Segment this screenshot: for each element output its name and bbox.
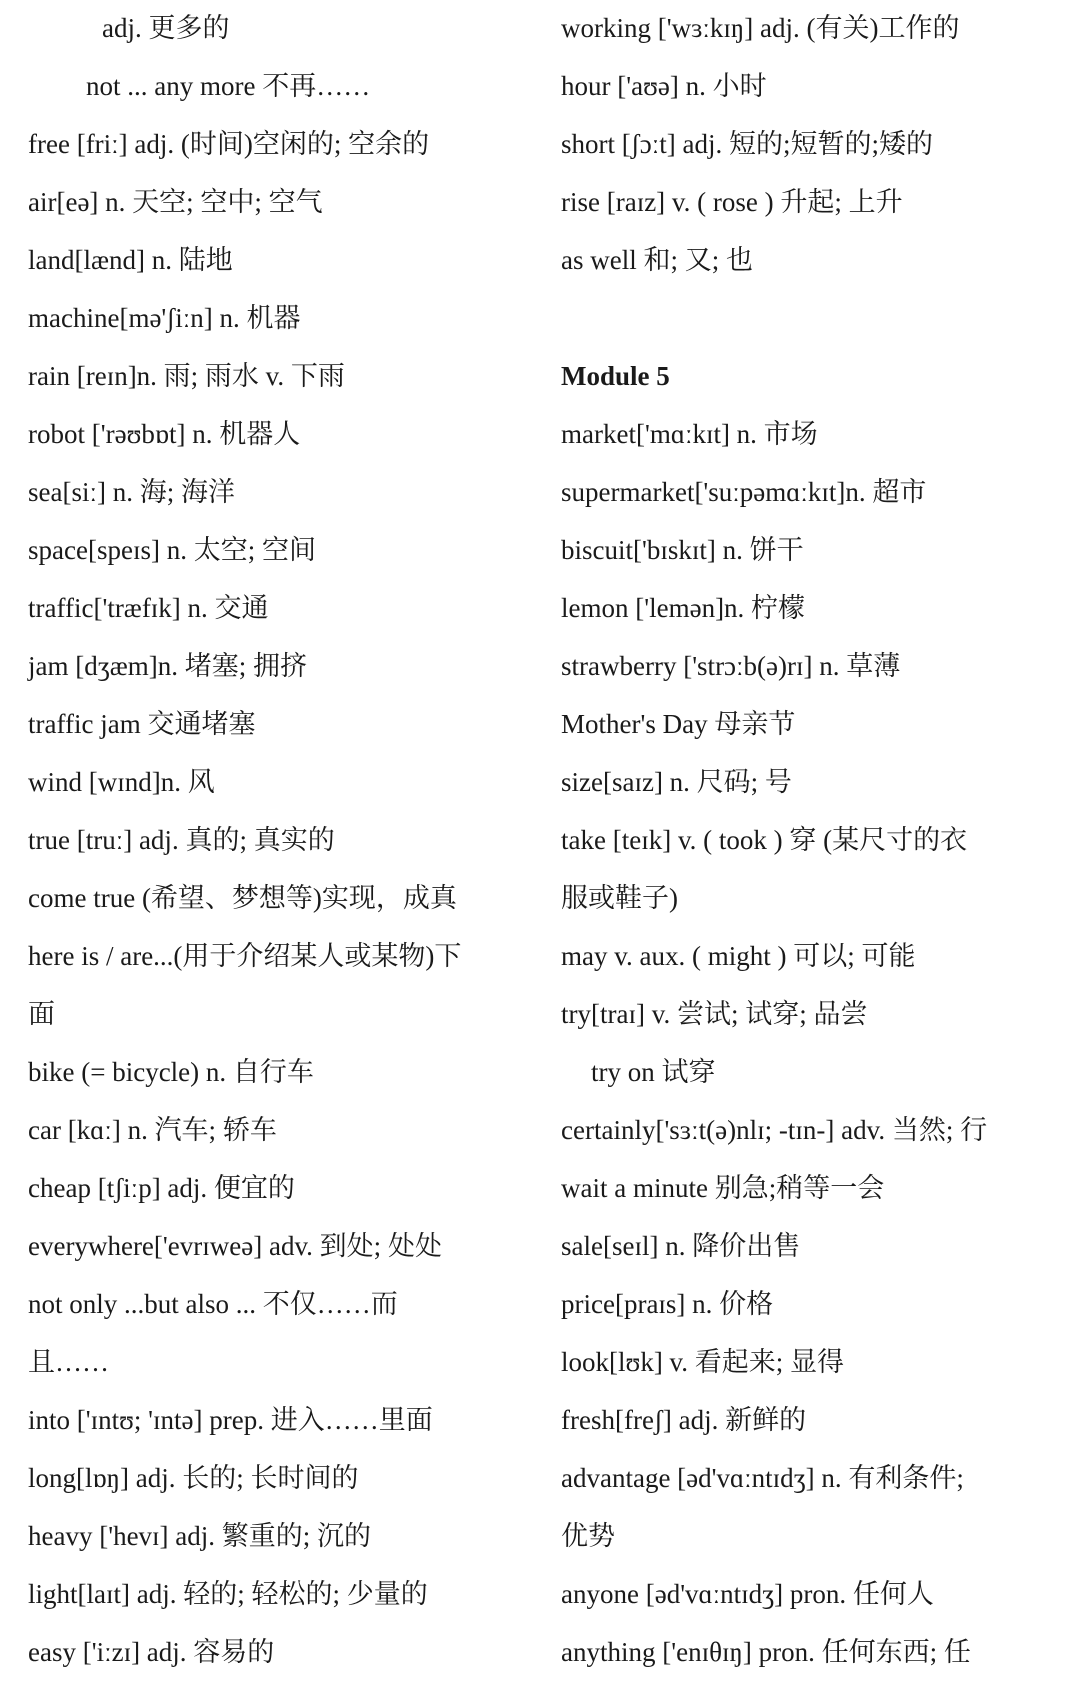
right-column <box>561 6 1071 1688</box>
left-column <box>28 6 538 1688</box>
left-vocab-line: traffic jam 交通堵塞 <box>28 709 256 739</box>
right-vocab-line: look[lʊk] v. 看起来; 显得 <box>561 1347 845 1377</box>
left-vocab-line: heavy ['hevɪ] adj. 繁重的; 沉的 <box>28 1521 372 1551</box>
left-vocab-line: robot ['rəʊbɒt] n. 机器人 <box>28 419 301 449</box>
right-vocab-line: lemon ['lemən]n. 柠檬 <box>561 593 806 623</box>
right-vocab-line: 优势 <box>561 1521 615 1551</box>
left-vocab-line: 面 <box>28 999 55 1029</box>
left-vocab-line: true [truː] adj. 真的; 真实的 <box>28 825 335 855</box>
left-vocab-line: traffic['træfɪk] n. 交通 <box>28 593 269 623</box>
right-vocab-line: supermarket['suːpəmɑːkɪt]n. 超市 <box>561 477 927 507</box>
right-vocab-line: rise [raɪz] v. ( rose ) 升起; 上升 <box>561 187 903 217</box>
right-vocab-line: try on 试穿 <box>591 1057 716 1087</box>
left-vocab-line: jam [dʒæm]n. 堵塞; 拥挤 <box>28 651 307 681</box>
left-vocab-line: light[laɪt] adj. 轻的; 轻松的; 少量的 <box>28 1579 428 1609</box>
right-vocab-line: try[traɪ] v. 尝试; 试穿; 品尝 <box>561 999 868 1029</box>
right-vocab-line: strawberry ['strɔːb(ə)rɪ] n. 草薄 <box>561 651 901 681</box>
right-vocab-line: may v. aux. ( might ) 可以; 可能 <box>561 941 916 971</box>
left-vocab-line: car [kɑː] n. 汽车; 轿车 <box>28 1115 277 1145</box>
left-vocab-line: 且…… <box>28 1347 109 1377</box>
right-vocab-line: as well 和; 又; 也 <box>561 245 753 275</box>
left-vocab-line: easy ['iːzɪ] adj. 容易的 <box>28 1637 275 1667</box>
left-vocab-line: not ... any more 不再…… <box>86 71 371 101</box>
left-vocab-line: cheap [tʃiːp] adj. 便宜的 <box>28 1173 295 1203</box>
left-vocab-line: long[lɒŋ] adj. 长的; 长时间的 <box>28 1463 359 1493</box>
left-vocab-line: everywhere['evrɪweə] adv. 到处; 处处 <box>28 1231 442 1261</box>
right-vocab-line: sale[seɪl] n. 降价出售 <box>561 1231 801 1261</box>
left-vocab-line: into ['ɪntʊ; 'ɪntə] prep. 进入……里面 <box>28 1405 433 1435</box>
left-vocab-line: adj. 更多的 <box>102 13 230 43</box>
left-vocab-line: wind [wɪnd]n. 风 <box>28 767 215 797</box>
module-heading: Module 5 <box>561 361 670 391</box>
left-vocab-line: space[speɪs] n. 太空; 空间 <box>28 535 316 565</box>
right-vocab-line: market['mɑːkɪt] n. 市场 <box>561 419 818 449</box>
right-vocab-line: biscuit['bɪskɪt] n. 饼干 <box>561 535 804 565</box>
left-vocab-line: air[eə] n. 天空; 空中; 空气 <box>28 187 323 217</box>
right-vocab-line: fresh[freʃ] adj. 新鲜的 <box>561 1405 807 1435</box>
right-vocab-line: price[praɪs] n. 价格 <box>561 1289 774 1319</box>
left-vocab-line: machine[mə'ʃiːn] n. 机器 <box>28 303 301 333</box>
left-vocab-line: come true (希望、梦想等)实现，成真 <box>28 883 457 913</box>
right-vocab-line: hour ['aʊə] n. 小时 <box>561 71 767 101</box>
right-vocab-line: anything ['enɪθɪŋ] pron. 任何东西; 任 <box>561 1637 971 1667</box>
left-vocab-line: free [friː] adj. (时间)空闲的; 空余的 <box>28 129 430 159</box>
left-vocab-line: land[lænd] n. 陆地 <box>28 245 233 275</box>
left-vocab-line: rain [reɪn]n. 雨; 雨水 v. 下雨 <box>28 361 345 391</box>
blank-line <box>561 296 1071 354</box>
right-vocab-line: anyone [əd'vɑːntɪdʒ] pron. 任何人 <box>561 1579 934 1609</box>
right-vocab-line: 服或鞋子) <box>561 883 678 913</box>
left-vocab-line: sea[siː] n. 海; 海洋 <box>28 477 235 507</box>
right-vocab-line: working ['wɜːkɪŋ] adj. (有关)工作的 <box>561 13 960 43</box>
right-vocab-line: wait a minute 别急;稍等一会 <box>561 1173 885 1203</box>
left-vocab-line: bike (= bicycle) n. 自行车 <box>28 1057 314 1087</box>
right-vocab-line: short [ʃɔːt] adj. 短的;短暂的;矮的 <box>561 129 933 159</box>
left-vocab-line: not only ...but also ... 不仅……而 <box>28 1289 398 1319</box>
right-vocab-line: size[saɪz] n. 尺码; 号 <box>561 767 792 797</box>
right-vocab-line: advantage [əd'vɑːntɪdʒ] n. 有利条件; <box>561 1463 964 1493</box>
right-vocab-line: Mother's Day 母亲节 <box>561 709 796 739</box>
right-vocab-line: take [teɪk] v. ( took ) 穿 (某尺寸的衣 <box>561 825 968 855</box>
left-vocab-line: here is / are...(用于介绍某人或某物)下 <box>28 941 462 971</box>
right-vocab-line: certainly['sɜːt(ə)nlɪ; -tɪn-] adv. 当然; 行 <box>561 1115 988 1145</box>
